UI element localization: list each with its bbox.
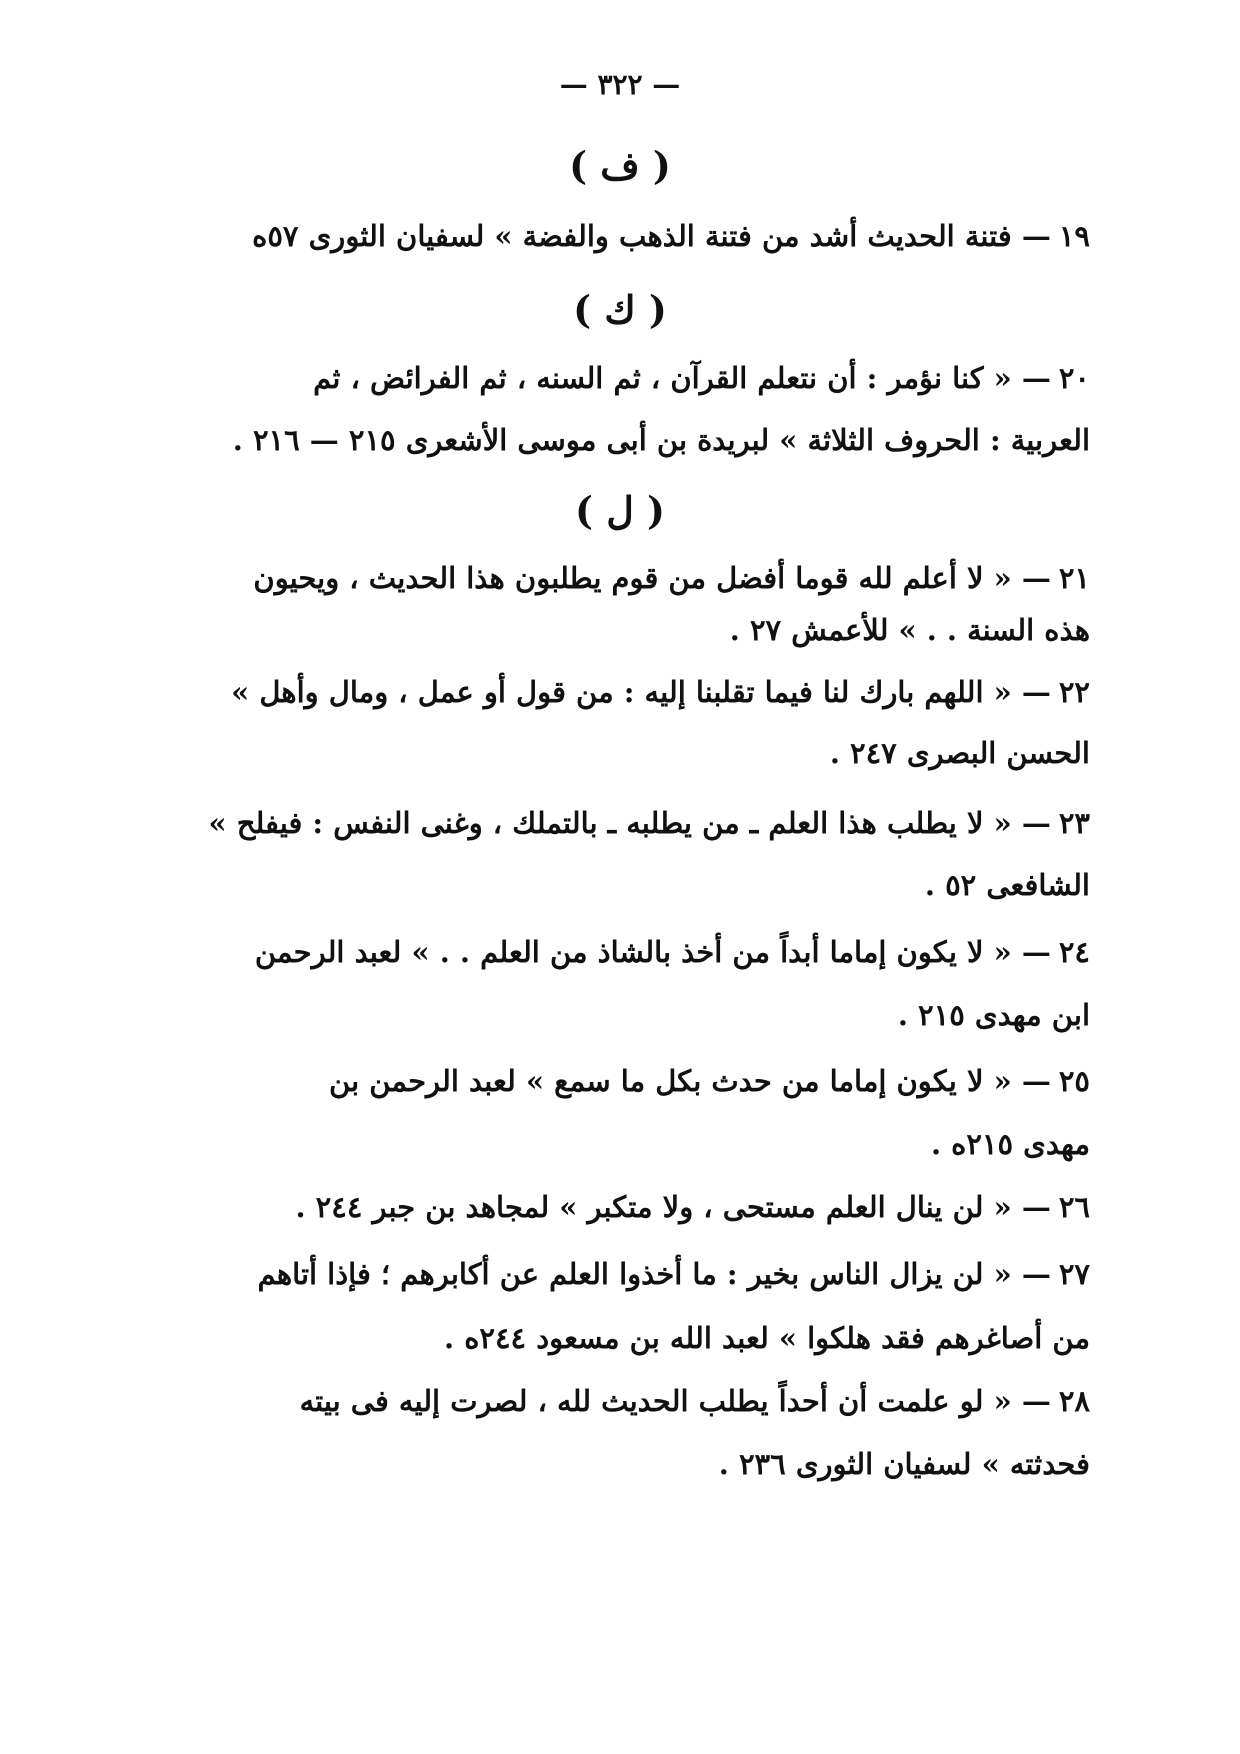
entry-text: — « لا يطلب هذا العلم ـ من يطلبه ـ بالتملك ، وغنى النفس : فيفلح » — [208, 806, 1051, 840]
entry-20 — [150, 358, 1090, 398]
entry-21 — [150, 558, 1090, 598]
entry-line — [150, 1061, 1090, 1101]
entry-line — [150, 1254, 1090, 1294]
entry-line — [150, 932, 1090, 972]
entry-number: ٢٣ — [1058, 806, 1090, 840]
entry-text: — « لن ينال العلم مستحى ، ولا متكبر » لمجاهد بن جبر ٢٤٤ . — [295, 1190, 1051, 1224]
section-heading-lam: ( ل ) — [574, 488, 666, 533]
entry-24-continued — [150, 995, 1090, 1035]
entry-number: ١٩ — [1058, 219, 1090, 253]
entry-number: ٢١ — [1058, 561, 1090, 595]
entry-number: ٢٨ — [1058, 1384, 1090, 1418]
entry-text: — « اللهم بارك لنا فيما تقلبنا إليه : من قول أو عمل ، ومال وأهل » — [231, 675, 1051, 709]
entry-text: — « لو علمت أن أحداً يطلب الحديث لله ، لصرت إليه فى بيته — [299, 1384, 1051, 1418]
entry-22 — [150, 672, 1090, 712]
entry-line — [150, 216, 1090, 256]
entry-text: — فتنة الحديث أشد من فتنة الذهب والفضة » لسفيان الثورى ٥٧ه — [252, 219, 1051, 253]
entry-line: العربية : الحروف الثلاثة » لبريدة بن أبى موسى الأشعرى ٢١٥ — ٢١٦ . — [232, 423, 1090, 457]
entry-line — [150, 1381, 1090, 1421]
entry-28-continued — [150, 1444, 1090, 1484]
section-heading-fa: ( ف ) — [569, 143, 671, 188]
entry-26 — [150, 1187, 1090, 1227]
entry-line: الحسن البصرى ٢٤٧ . — [829, 736, 1090, 770]
entry-21-continued — [150, 610, 1090, 650]
page-number: — ٣٢٢ — — [559, 68, 681, 101]
entry-25 — [150, 1061, 1090, 1101]
entry-number: ٢٠ — [1058, 361, 1090, 395]
entry-number: ٢٧ — [1058, 1257, 1090, 1291]
entry-27-continued — [150, 1318, 1090, 1358]
entry-line: فحدثته » لسفيان الثورى ٢٣٦ . — [718, 1447, 1090, 1481]
entry-number: ٢٤ — [1058, 935, 1090, 969]
entry-text: — « كنا نؤمر : أن نتعلم القرآن ، ثم السنه ، ثم الفرائض ، ثم — [313, 361, 1051, 395]
entry-line — [150, 803, 1090, 843]
entry-line: من أصاغرهم فقد هلكوا » لعبد الله بن مسعود ٢٤٤ه . — [444, 1321, 1090, 1355]
entry-line: هذه السنة . . » للأعمش ٢٧ . — [729, 613, 1090, 647]
entry-23 — [150, 803, 1090, 843]
entry-28 — [150, 1381, 1090, 1421]
entry-23-continued — [150, 865, 1090, 905]
entry-24 — [150, 932, 1090, 972]
entry-line: الشافعى ٥٢ . — [924, 868, 1090, 902]
entry-number: ٢٢ — [1058, 675, 1090, 709]
entry-22-continued — [150, 733, 1090, 773]
entry-line — [150, 358, 1090, 398]
entry-text: — « لا يكون إماما أبداً من أخذ بالشاذ من العلم . . » لعبد الرحمن — [254, 935, 1051, 969]
entry-27 — [150, 1254, 1090, 1294]
entry-text: — « لن يزال الناس بخير : ما أخذوا العلم عن أكابرهم ؛ فإذا أتاهم — [257, 1257, 1051, 1291]
entry-text: — « لا يكون إماما من حدث بكل ما سمع » لعبد الرحمن بن — [329, 1064, 1051, 1098]
entry-line — [150, 558, 1090, 598]
entry-number: ٢٥ — [1058, 1064, 1090, 1098]
entry-25-continued — [150, 1124, 1090, 1164]
entry-line — [150, 672, 1090, 712]
entry-line: مهدى ٢١٥ه . — [930, 1127, 1090, 1161]
entry-20-continued — [150, 420, 1090, 460]
entry-number: ٢٦ — [1058, 1190, 1090, 1224]
entry-line: ابن مهدى ٢١٥ . — [897, 998, 1090, 1032]
section-heading-kaf: ( ك ) — [573, 287, 667, 332]
entry-19 — [150, 216, 1090, 256]
entry-text: — « لا أعلم لله قوما أفضل من قوم يطلبون هذا الحديث ، ويحيون — [253, 561, 1051, 595]
entry-line — [150, 1187, 1090, 1227]
